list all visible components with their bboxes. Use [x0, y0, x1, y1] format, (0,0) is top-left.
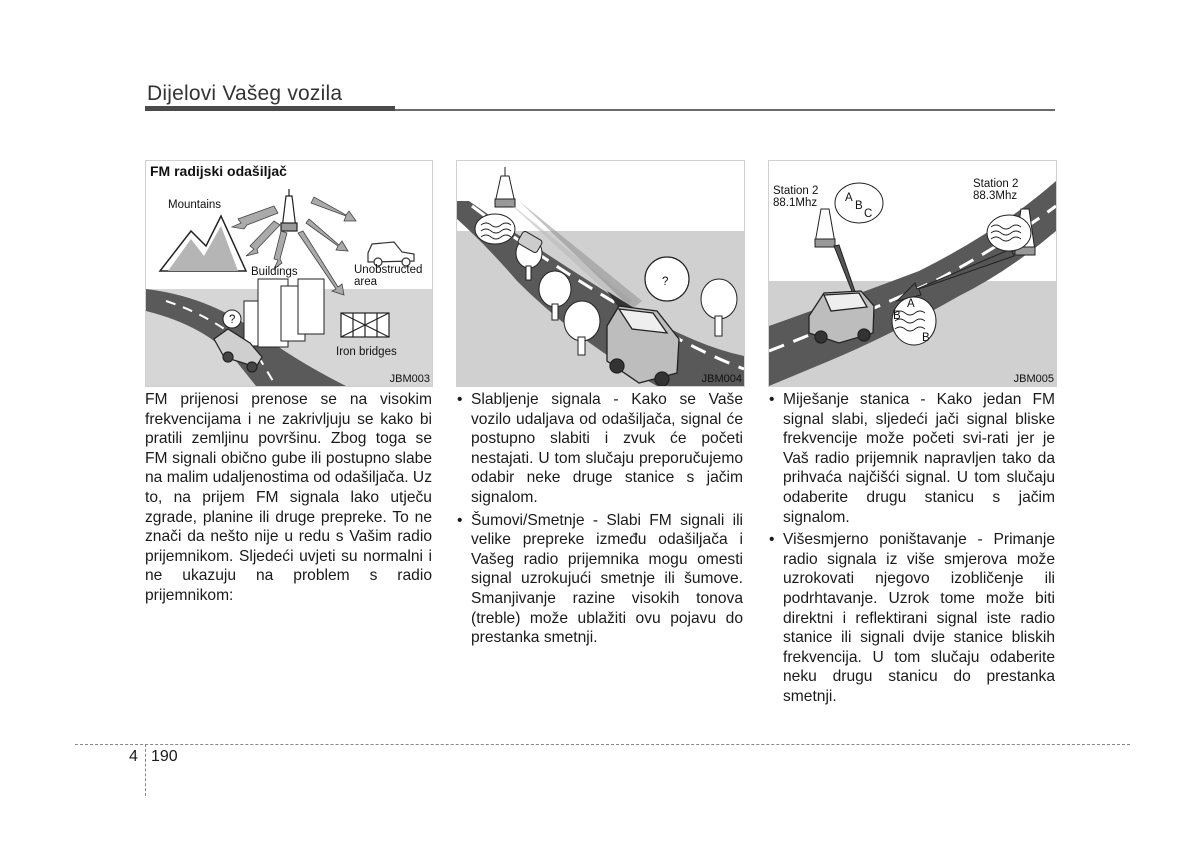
footer-rule: [75, 744, 1130, 745]
header-rule-thick: [145, 106, 395, 111]
label-iron-bridges: Iron bridges: [336, 346, 397, 358]
chapter-number: 4: [129, 748, 138, 765]
label-frequency-left: 88.1Mhz: [773, 197, 818, 209]
column-right: [768, 390, 1055, 710]
label-mountains: Mountains: [168, 199, 222, 211]
footer-divider: [145, 744, 146, 796]
label-unobstructed-area: Unobstructed area: [354, 264, 423, 288]
figure-title: FM radijski odašiljač: [150, 163, 287, 179]
question-mark: ?: [229, 314, 236, 326]
figure-code: JBM005: [1013, 373, 1054, 385]
fm-transmitter-illustration: [146, 161, 432, 386]
bullet-noise: • Šumovi/Smetnje - Slabi FM signali ili velike prepreke između odašiljača i Vašeg radio prijemnika mogu omesti signal uzrokujući smetnje ili šumove. Smanjivanje razine visokih tonova (treble) može ublažiti ovu pojavu do prestanka smetnji.: [456, 511, 743, 648]
letter-a-top: A: [845, 192, 853, 204]
signal-fading-illustration: [457, 161, 744, 386]
figure-fm-transmitter: [145, 160, 433, 387]
question-mark: ?: [662, 276, 669, 288]
figure-code: JBM003: [389, 373, 430, 385]
figure-code: JBM004: [701, 373, 742, 385]
label-station-right: Station 2: [973, 178, 1019, 190]
label-buildings: Buildings: [251, 266, 298, 278]
figure-signal-fading: [456, 160, 745, 387]
page-number: 190: [151, 748, 178, 765]
label-station-left: Station 2: [773, 185, 819, 197]
intro-paragraph: FM prijenosi prenose se na visokim frekvencijama i ne zakrivljuju se kako bi pratili zemljinu površinu. Zbog toga se FM signali obično gube ili postupno slabe na malim udaljenostima od odašiljača. Uz to, na prijem FM signala lako utječu zgrade, planine ili druge prepreke. To ne znači da nešto nije u redu s Vašim radio prijemnikom. Sljedeći uvjeti su normalni i ne ukazuju na problem s radio prijemnikom:: [145, 391, 432, 604]
page-header-title: Dijelovi Vašeg vozila: [147, 82, 343, 105]
letter-b-bottom: B: [893, 310, 901, 322]
letter-a-bottom: A: [907, 298, 915, 310]
bullet-signal-fading: • Slabljenje signala - Kako se Vaše vozilo udaljava od odašiljača, signal će postupno slabiti i zvuk će početi nestajati. U tom slučaju preporučujemo odabir neke druge stanice s jačim signalom.: [456, 390, 743, 508]
column-middle: [456, 390, 743, 651]
station-swapping-illustration: [769, 161, 1056, 386]
bullet-multipath: • Višesmjerno poništavanje - Primanje radio signala iz više smjerova može uzrokovati njegovo izobličenje ili podrhtavanje. Uzrok tome može biti direktni i reflektirani signal iste radio stanice ili signali dvije stanice bliskih frekvencija. U tom slučaju odaberite neku drugu stanicu do prestanka smetnji.: [768, 530, 1055, 706]
label-frequency-right: 88.3Mhz: [973, 190, 1018, 202]
header-rule-thin: [395, 109, 1055, 111]
figure-station-swapping: [768, 160, 1057, 387]
letter-c-top: C: [864, 208, 873, 220]
column-left: [145, 390, 432, 606]
letter-b-bottom-2: B: [922, 332, 930, 344]
bullet-station-swapping: • Miješanje stanica - Kako jedan FM signal slabi, sljedeći jači signal bliske frekvencije može početi svi-rati jer je Vaš radio prijemnik napravljen tako da prihvaća najčišći signal. U tom slučaju odaberite drugu stanicu s jačim signalom.: [768, 390, 1055, 527]
letter-b-top: B: [855, 200, 863, 212]
